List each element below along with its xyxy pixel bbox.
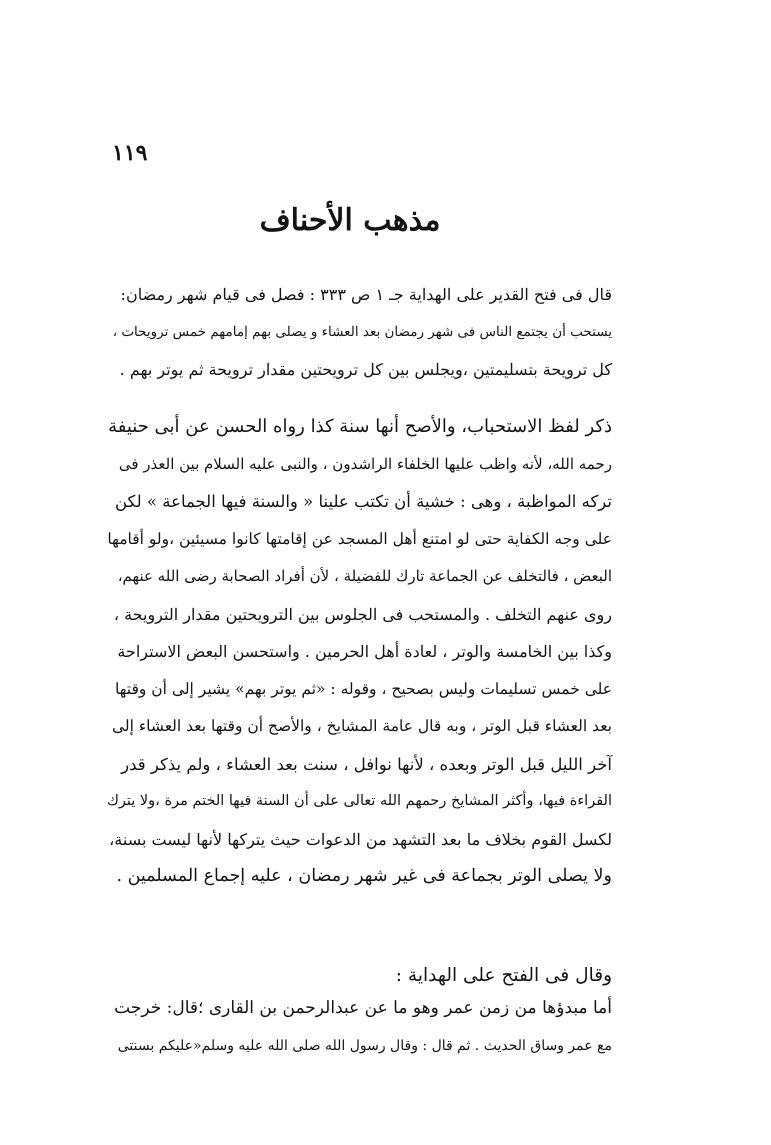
text-line: على خمس تسليمات وليس بصحيح ، وقوله : «ثم يوتر بهم» يشير إلى أن وقتها bbox=[114, 679, 612, 698]
paragraph-2 bbox=[108, 408, 612, 896]
text-line: على وجه الكفاية حتى لو امتنع أهل المسجد عن إقامتها كانوا مسيئين ،ولو أقامها bbox=[107, 529, 612, 548]
text-line: روى عنهم التخلف . والمستحب فى الجلوس بين الترويحتين مقدار الترويحة ، bbox=[113, 604, 612, 624]
text-line: وكذا بين الخامسة والوتر ، لعادة أهل الحرمين . واستحسن البعض الاستراحة bbox=[117, 642, 612, 661]
page-number: ١١٩ bbox=[112, 140, 148, 166]
text-line: تركه المواظبة ، وهى : خشية أن تكتب علينا « والسنة فيها الجماعة » لكن bbox=[114, 492, 612, 511]
text-line: كل ترويحة بتسليمتين ،ويجلس بين كل ترويحتين مقدار ترويحة ثم يوتر بهم . bbox=[119, 360, 612, 379]
text-line: آخر الليل قبل الوتر وبعده ، لأنها نوافل ، سنت بعد العشاء ، ولم يذكر قدر bbox=[121, 754, 612, 774]
text-line: وقال فى الفتح على الهداية : bbox=[395, 965, 612, 986]
page-title: مذهب الأحناف bbox=[259, 203, 441, 238]
text-line: قال فى فتح القدير على الهداية جـ ١ ص ٣٣٣ : فصل فى قيام شهر رمضان: bbox=[120, 285, 612, 304]
text-line: مع عمر وساق الحديث . ثم قال : وقال رسول الله صلى الله عليه وسلم«عليكم بسنتى bbox=[117, 1037, 612, 1054]
text-line: ولا يصلى الوتر بجماعة فى غير شهر رمضان ، عليه إجماع المسلمين . bbox=[116, 866, 612, 886]
text-line: البعض ، فالتخلف عن الجماعة تارك للفضيلة ، لأن أفراد الصحابة رضى الله عنهم، bbox=[117, 567, 612, 585]
text-line: يستحب أن يجتمع الناس فى شهر رمضان بعد العشاء و يصلى بهم إمامهم خمس ترويحات ، bbox=[112, 323, 612, 340]
text-line: لكسل القوم بخلاف ما بعد التشهد من الدعوات حيث يتركها لأنها ليست بسنة، bbox=[109, 829, 612, 849]
paragraph-1 bbox=[108, 276, 612, 389]
text-line: رحمه الله، لأنه واظب عليها الخلفاء الراشدون ، والنبى عليه السلام بين العذر فى bbox=[118, 454, 612, 473]
text-line: بعد العشاء قبل الوتر ، وبه قال عامة المشايخ ، والأصح أن وقتها بعد العشاء إلى bbox=[111, 717, 612, 735]
paragraph-3 bbox=[108, 957, 612, 995]
text-line: أما مبدؤها من زمن عمر وهو ما عن عبدالرحمن بن القارى ؛قال: خرجت bbox=[114, 998, 612, 1018]
text-line: القراءة فيها، وأكثر المشايخ رحمهم الله تعالى على أن السنة فيها الختم مرة ،ولا يترك bbox=[106, 793, 612, 809]
paragraph-4 bbox=[108, 990, 612, 1065]
text-line: ذكر لفظ الاستحباب، والأصح أنها سنة كذا رواه الحسن عن أبى حنيفة bbox=[108, 416, 612, 437]
